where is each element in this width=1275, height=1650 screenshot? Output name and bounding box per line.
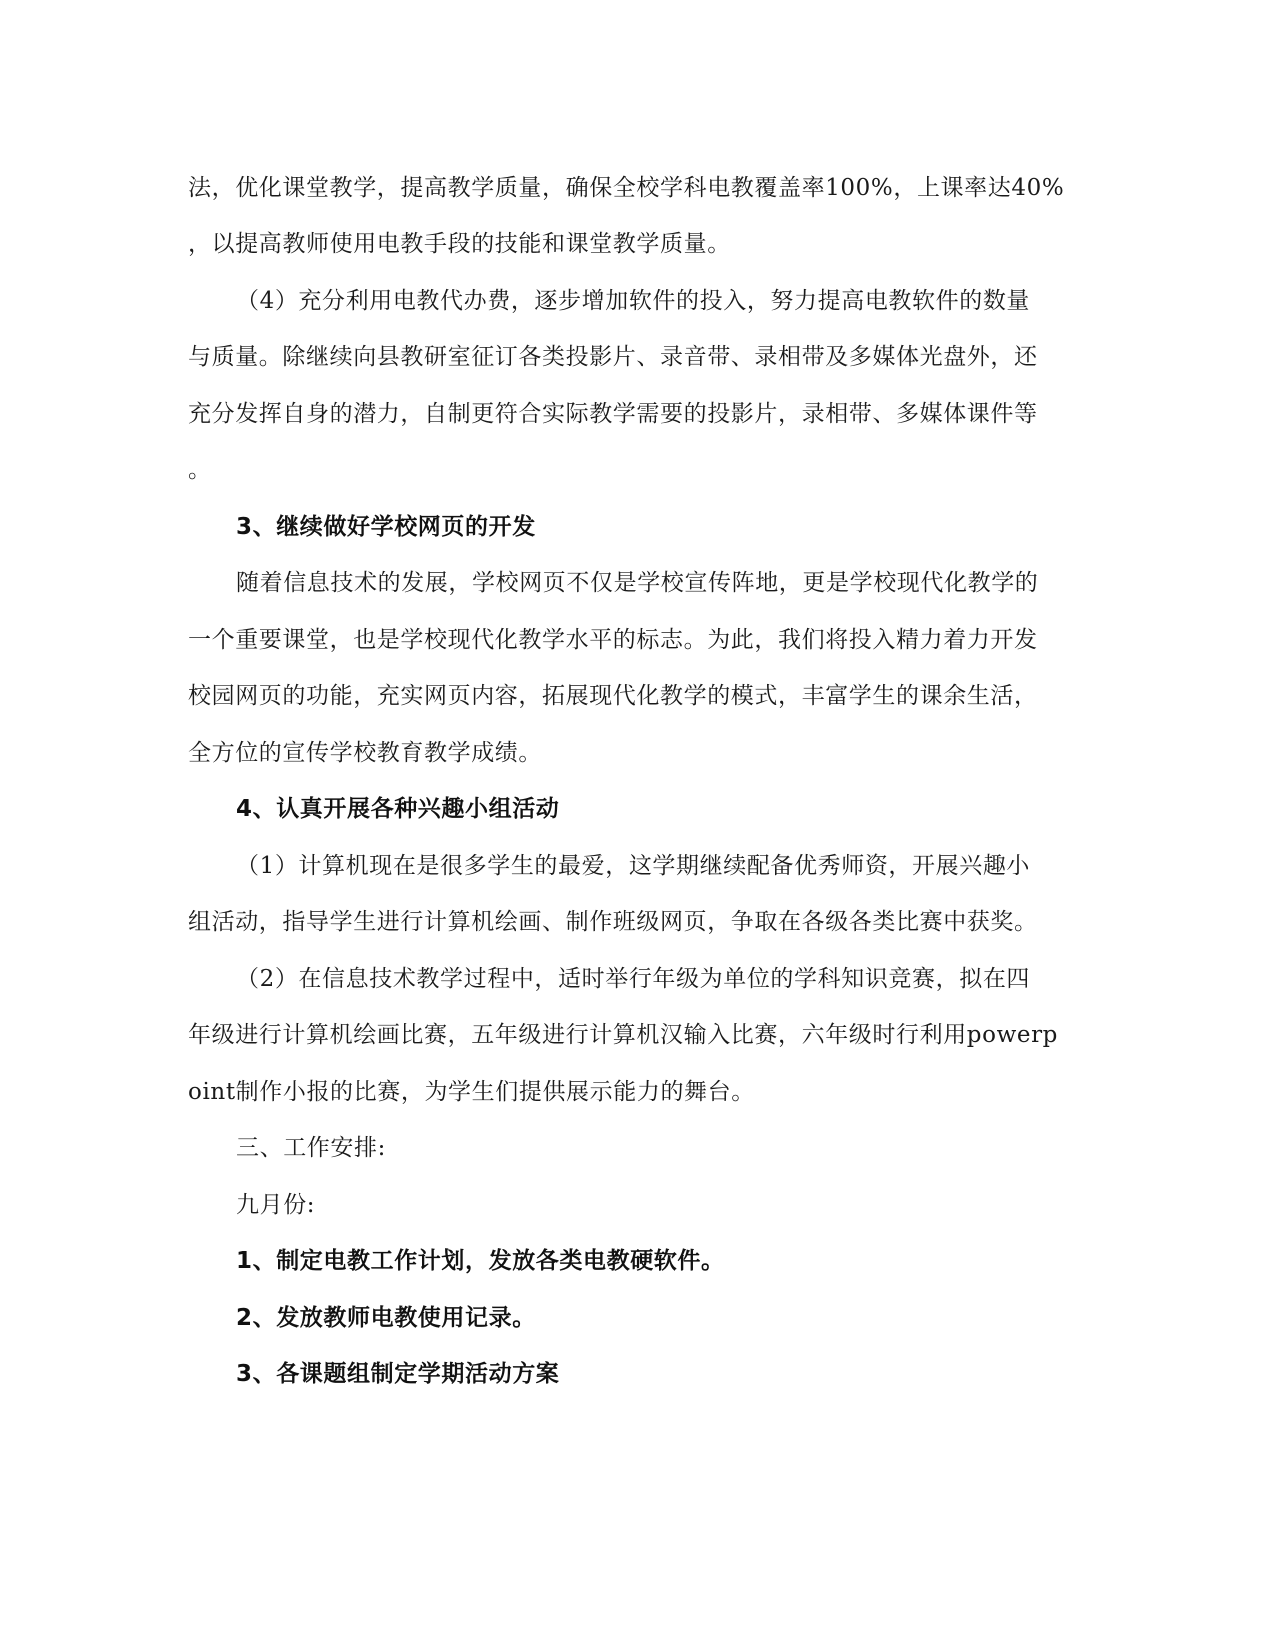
section-heading: 3、继续做好学校网页的开发 — [236, 514, 536, 540]
text-line: 一个重要课堂，也是学校现代化教学水平的标志。为此，我们将投入精力着力开发 — [188, 627, 1038, 653]
text-line: ，以提高教师使用电教手段的技能和课堂教学质量。 — [188, 231, 731, 257]
text-line: （1）计算机现在是很多学生的最爱，这学期继续配备优秀师资，开展兴趣小 — [236, 853, 1031, 879]
text-line: 九月份: — [236, 1192, 316, 1218]
text-line: 与质量。除继续向县教研室征订各类投影片、录音带、录相带及多媒体光盘外，还 — [188, 344, 1038, 370]
text-line: 校园网页的功能，充实网页内容，拓展现代化教学的模式，丰富学生的课余生活， — [188, 683, 1038, 709]
text-line: 三、工作安排: — [236, 1135, 386, 1161]
text-line: 组活动，指导学生进行计算机绘画、制作班级网页，争取在各级各类比赛中获奖。 — [188, 909, 1038, 935]
text-line: 随着信息技术的发展，学校网页不仅是学校宣传阵地，更是学校现代化教学的 — [236, 570, 1039, 596]
section-heading: 4、认真开展各种兴趣小组活动 — [236, 796, 560, 822]
text-line: （2）在信息技术教学过程中，适时举行年级为单位的学科知识竞赛，拟在四 — [236, 966, 1031, 992]
text-line: 法，优化课堂教学，提高教学质量，确保全校学科电教覆盖率100%，上课率达40% — [188, 175, 1065, 201]
text-line: （4）充分利用电教代办费，逐步增加软件的投入，努力提高电教软件的数量 — [236, 288, 1031, 314]
text-line: oint制作小报的比赛，为学生们提供展示能力的舞台。 — [188, 1079, 755, 1105]
text-line: 全方位的宣传学校教育教学成绩。 — [188, 740, 542, 766]
text-line: 。 — [188, 457, 212, 483]
list-item: 2、发放教师电教使用记录。 — [236, 1305, 536, 1331]
list-item: 3、各课题组制定学期活动方案 — [236, 1361, 560, 1387]
list-item: 1、制定电教工作计划，发放各类电教硬软件。 — [236, 1248, 725, 1274]
text-line: 年级进行计算机绘画比赛，五年级进行计算机汉输入比赛，六年级时行利用powerp — [188, 1022, 1058, 1048]
text-line: 充分发挥自身的潜力，自制更符合实际教学需要的投影片，录相带、多媒体课件等 — [188, 401, 1038, 427]
